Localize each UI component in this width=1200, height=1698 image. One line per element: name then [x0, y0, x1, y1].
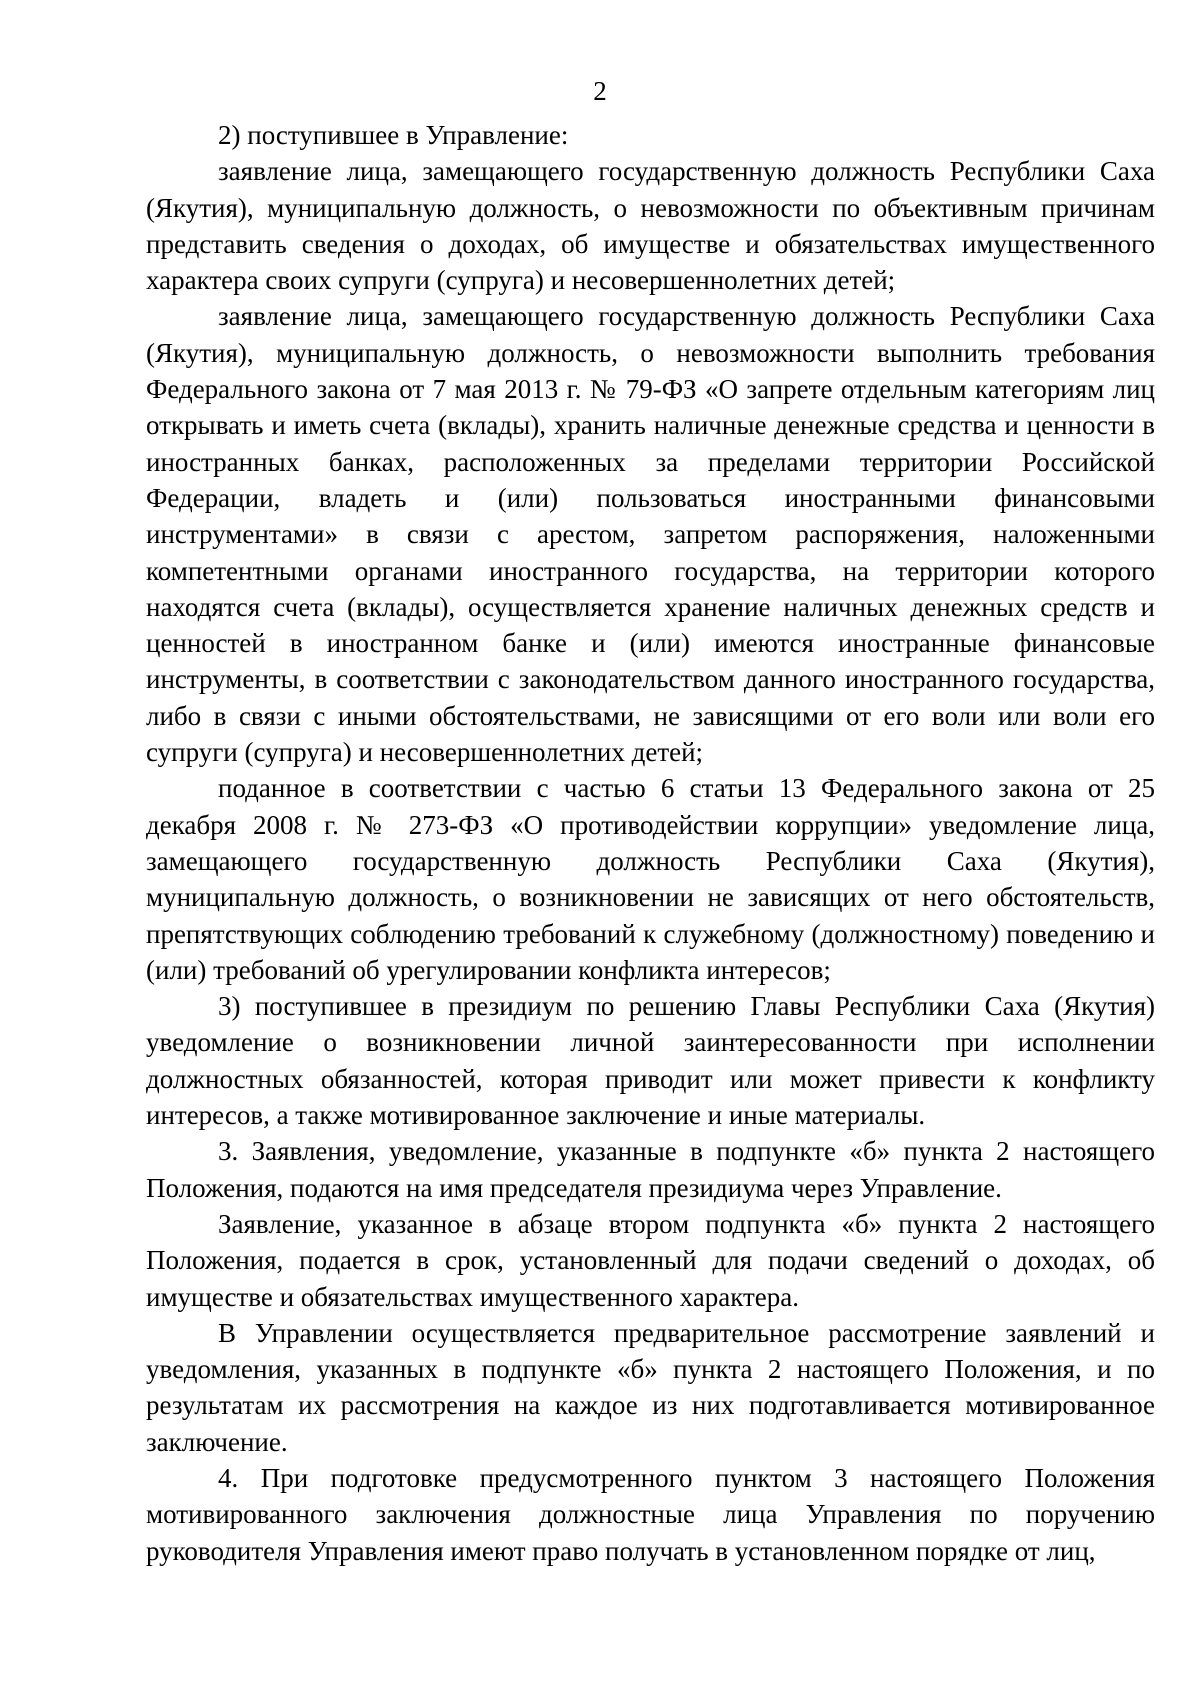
- paragraph-clause-4: 4. При подготовке предусмотренного пунктом 3 настоящего Положения мотивированного заключения должностные лица Управления по поручению руководителя Управления имеют право получать в установленном порядке от лиц,: [146, 1462, 1155, 1566]
- paragraph-received-by-department: 2) поступившее в Управление:: [218, 120, 569, 150]
- paragraph-statement-foreign-accounts: заявление лица, замещающего государственную должность Республики Саха (Якутия), муниципальную должность, о невозможности выполнить требования Федерального закона от 7 мая 2013 г. № 79-ФЗ «О запрете отдельным категориям лиц открывать и иметь счета (вклады), хранить наличные денежные средства и ценности в иностранных банках, расположенных за пределами территории Российской Федерации, владеть и (или) пользоваться иностранными финансовыми инструментами» в связи с арестом, запретом распоряжения, наложенными компетентными органами иностранного государства, на территории которого находятся счета (вклады), осуществляется хранение наличных денежных средств и ценностей в иностранном банке и (или) имеются иностранные финансовые инструменты, в соответствии с законодательством данного иностранного государства, либо в связи с иными обстоятельствами, не зависящими от его воли или воли его супруги (супруга) и несовершеннолетних детей;: [146, 301, 1155, 768]
- document-body: [146, 117, 1155, 1569]
- paragraph-statement-income-info: заявление лица, замещающего государственную должность Республики Саха (Якутия), муниципальную должность, о невозможности по объективным причинам представить сведения о доходах, об имуществе и обязательствах имущественного характера своих супруги (супруга) и несовершеннолетних детей;: [146, 156, 1155, 296]
- paragraph-clause-3: 3. Заявления, уведомление, указанные в подпункте «б» пункта 2 настоящего Положения, подаются на имя председателя президиума через Управление.: [146, 1136, 1155, 1203]
- page-number: 2: [593, 76, 607, 106]
- paragraph-statement-deadline: Заявление, указанное в абзаце втором подпункта «б» пункта 2 настоящего Положения, подается в срок, установленный для подачи сведений о доходах, об имуществе и обязательствах имущественного характера.: [146, 1208, 1155, 1312]
- paragraph-preliminary-review: В Управлении осуществляется предварительное рассмотрение заявлений и уведомления, указанных в подпункте «б» пункта 2 настоящего Положения, и по результатам их рассмотрения на каждое из них подготавливается мотивированное заключение.: [146, 1317, 1155, 1457]
- paragraph-presidium-notice: 3) поступившее в президиум по решению Главы Республики Саха (Якутия) уведомление о возникновении личной заинтересованности при исполнении должностных обязанностей, которая приводит или может привести к конфликту интересов, а также мотивированное заключение и иные материалы.: [146, 991, 1155, 1131]
- paragraph-notice-circumstances: поданное в соответствии с частью 6 статьи 13 Федерального закона от 25 декабря 2008 г. № 273-ФЗ «О противодействии коррупции» уведомление лица, замещающего государственную должность Республики Саха (Якутия), муниципальную должность, о возникновении не зависящих от него обстоятельств, препятствующих соблюдению требований к служебному (должностному) поведению и (или) требований об урегулировании конфликта интересов;: [146, 773, 1155, 985]
